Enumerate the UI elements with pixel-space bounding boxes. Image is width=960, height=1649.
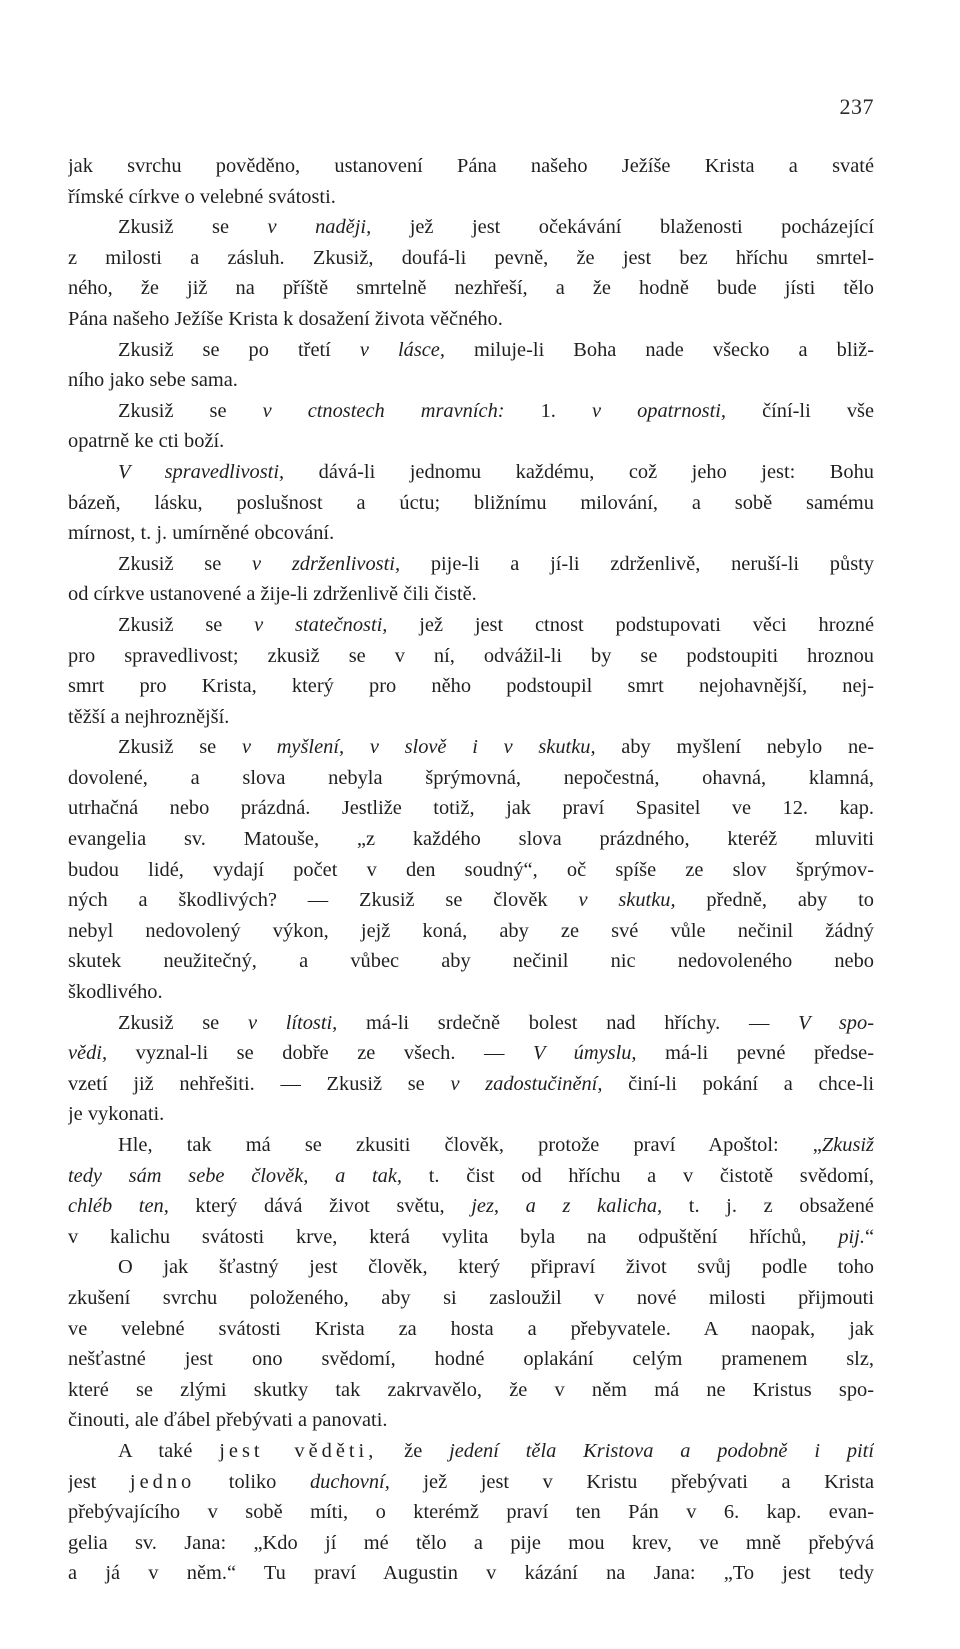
text-line bbox=[68, 335, 874, 366]
text-line bbox=[68, 182, 874, 213]
text-line bbox=[68, 824, 874, 855]
italic-text: chléb ten, bbox=[68, 1195, 169, 1218]
text-span: Zkusiž se bbox=[118, 613, 255, 636]
text-span: nebyl nedovolený výkon, jejž koná, aby ze své vůle nečinil žádný bbox=[68, 919, 874, 942]
text-span: těžší a nejhroznější. bbox=[68, 705, 230, 728]
text-span: pije-li a jí-li zdrženlivě, neruší-li půsty bbox=[400, 552, 874, 575]
text-span: činí-li pokání a chce-li bbox=[602, 1072, 874, 1095]
text-line bbox=[68, 365, 874, 396]
text-line bbox=[68, 1528, 874, 1559]
italic-text: tedy sám sebe člověk, a tak, bbox=[68, 1164, 403, 1187]
text-line bbox=[68, 732, 874, 763]
text-span: který dává život světu, bbox=[168, 1195, 472, 1218]
italic-text: V spravedlivosti, bbox=[118, 460, 285, 483]
italic-text: vědi, bbox=[68, 1042, 108, 1065]
text-span: které se zlými skutky tak zakrvavělo, že v něm má ne Kristus spo- bbox=[68, 1378, 874, 1401]
text-line bbox=[68, 1314, 874, 1345]
text-span: je vykonati. bbox=[68, 1103, 165, 1126]
text-line bbox=[68, 549, 874, 580]
text-span: z milosti a zásluh. Zkusiž, doufá-li pevně, že jest bez hříchu smrtel- bbox=[68, 246, 874, 269]
text-span: škodlivého. bbox=[68, 981, 163, 1004]
text-span: nešťastné jest ono svědomí, hodné oplakání celým pramenem slz, bbox=[68, 1348, 874, 1371]
body-text bbox=[68, 151, 874, 1589]
text-span: Zkusiž se bbox=[118, 736, 242, 759]
text-span: Zkusiž se bbox=[118, 399, 263, 422]
text-span: Pána našeho Ježíše Krista k dosažení života věčného. bbox=[68, 307, 503, 330]
italic-text: pij. bbox=[838, 1225, 865, 1248]
text-span: mírnost, t. j. umírněné obcování. bbox=[68, 522, 335, 545]
text-span: předně, aby to bbox=[675, 889, 874, 912]
italic-text: v skutku, bbox=[578, 889, 676, 912]
text-line bbox=[68, 212, 874, 243]
text-span: číní-li vše bbox=[726, 399, 874, 422]
text-span: A také bbox=[118, 1439, 220, 1462]
text-span: Zkusiž se bbox=[118, 1011, 248, 1034]
text-line bbox=[68, 518, 874, 549]
text-span: bázeň, lásku, poslušnost a úctu; bližnímu milování, a sobě samému bbox=[68, 491, 874, 514]
text-span: vyznal-li se dobře ze všech. — bbox=[107, 1042, 533, 1065]
text-span: přebývajícího v sobě míti, o kterémž praví ten Pán v 6. kap. evan- bbox=[68, 1501, 874, 1524]
text-line bbox=[68, 1069, 874, 1100]
text-line bbox=[68, 1467, 874, 1498]
italic-text: v myšlení, v slově i v skutku, bbox=[241, 736, 596, 759]
text-line bbox=[68, 1283, 874, 1314]
text-span: smrt pro Krista, který pro něho podstoupil smrt nejohavnější, nej- bbox=[68, 675, 874, 698]
text-span: ního jako sebe sama. bbox=[68, 369, 238, 392]
text-line bbox=[68, 671, 874, 702]
italic-text: Zkusiž bbox=[821, 1134, 874, 1156]
text-line bbox=[68, 1436, 874, 1467]
text-line bbox=[68, 1008, 874, 1039]
text-line bbox=[68, 1344, 874, 1375]
text-span: a já v něm.“ Tu praví Augustin v kázání na Jana: „To jest tedy bbox=[68, 1562, 874, 1585]
text-span: t. čist od hříchu a v čistotě svědomí, bbox=[402, 1164, 874, 1187]
text-span: ve velebné svátosti Krista za hosta a přebyvatele. A naopak, jak bbox=[68, 1317, 874, 1340]
text-line bbox=[68, 457, 874, 488]
text-span: má-li pevné předse- bbox=[636, 1042, 874, 1065]
text-span: toliko bbox=[195, 1470, 310, 1493]
text-line bbox=[68, 1558, 874, 1589]
italic-text: jedení těla Kristova a podobně i pití bbox=[449, 1439, 874, 1462]
text-line bbox=[68, 793, 874, 824]
text-line bbox=[68, 151, 874, 182]
text-span: utrhačná nebo prázdná. Jestliže totiž, jak praví Spasitel ve 12. kap. bbox=[68, 797, 874, 820]
text-span: O jak šťastný jest člověk, který připraví život svůj podle toho bbox=[118, 1256, 874, 1279]
italic-text: v opatrnosti, bbox=[591, 399, 727, 422]
text-line bbox=[68, 304, 874, 335]
text-span: římské církve o velebné svátosti. bbox=[68, 185, 336, 208]
italic-text: v zadostučinění, bbox=[450, 1072, 603, 1095]
italic-text: v zdrženlivosti, bbox=[252, 552, 401, 575]
text-line bbox=[68, 579, 874, 610]
italic-text: v ctnostech mravních: bbox=[262, 399, 505, 422]
text-span: jež jest očekávání blaženosti pocházející bbox=[371, 216, 874, 239]
text-line bbox=[68, 243, 874, 274]
text-span: “ bbox=[864, 1225, 874, 1248]
text-line bbox=[68, 1222, 874, 1253]
text-span: že bbox=[377, 1439, 450, 1462]
text-span: 1. bbox=[504, 399, 592, 422]
text-line bbox=[68, 977, 874, 1008]
text-span: jest bbox=[68, 1470, 130, 1493]
text-span: Zkusiž se bbox=[118, 552, 253, 575]
text-span: zkušení svrchu položeného, aby si zasloužil v nové milosti přijmouti bbox=[68, 1286, 874, 1309]
text-span: jež jest v Kristu přebývati a Krista bbox=[389, 1470, 874, 1493]
text-line bbox=[68, 763, 874, 794]
text-span: má-li srdečně bolest nad hříchy. — bbox=[337, 1011, 799, 1034]
text-span: evangelia sv. Matouše, „z každého slova prázdného, kteréž mluviti bbox=[68, 828, 874, 851]
italic-text: V úmyslu, bbox=[533, 1042, 637, 1065]
text-span: skutek neužitečný, a vůbec aby nečinil nic nedovoleného nebo bbox=[68, 950, 874, 973]
text-span: jež jest ctnost podstupovati věci hrozné bbox=[387, 613, 874, 636]
text-line bbox=[68, 1252, 874, 1283]
text-span: opatrně ke cti boží. bbox=[68, 430, 225, 453]
text-line bbox=[68, 273, 874, 304]
text-line bbox=[68, 426, 874, 457]
text-line bbox=[68, 1497, 874, 1528]
text-line bbox=[68, 855, 874, 886]
italic-text: v lítosti, bbox=[247, 1011, 338, 1034]
text-span: t. j. z obsažené bbox=[662, 1195, 874, 1218]
text-line bbox=[68, 916, 874, 947]
text-span: ných a škodlivých? — Zkusiž se člověk bbox=[68, 889, 579, 912]
text-line bbox=[68, 641, 874, 672]
italic-text: v lásce, bbox=[359, 338, 445, 361]
text-line bbox=[68, 396, 874, 427]
text-line bbox=[68, 1405, 874, 1436]
text-line bbox=[68, 1191, 874, 1222]
text-line bbox=[68, 1130, 874, 1161]
italic-text: V spo- bbox=[798, 1011, 874, 1034]
italic-text: jez, a z kalicha, bbox=[471, 1195, 663, 1218]
text-span: Zkusiž se bbox=[118, 216, 268, 239]
spaced-text: jedno bbox=[129, 1470, 196, 1493]
text-span: budou lidé, vydají počet v den soudný“, oč spíše ze slov šprýmov- bbox=[68, 858, 874, 881]
italic-text: duchovní, bbox=[309, 1470, 390, 1493]
text-span: ného, že již na příště smrtelně nezhřeší, a že hodně bude jísti tělo bbox=[68, 277, 874, 300]
text-line bbox=[68, 1161, 874, 1192]
text-span: Hle, tak má se zkusiti člověk, protože praví Apoštol: „ bbox=[118, 1134, 822, 1156]
text-span: Zkusiž se po třetí bbox=[118, 338, 360, 361]
text-span: jak svrchu pověděno, ustanovení Pána našeho Ježíše Krista a svaté bbox=[68, 155, 874, 177]
text-span: aby myšlení nebylo ne- bbox=[595, 736, 874, 759]
text-span: pro spravedlivost; zkusiž se v ní, odvážil-li by se podstoupiti hroznou bbox=[68, 644, 874, 667]
italic-text: v statečnosti, bbox=[254, 613, 388, 636]
text-line bbox=[68, 1099, 874, 1130]
text-line bbox=[68, 610, 874, 641]
text-span: gelia sv. Jana: „Kdo jí mé tělo a pije mou krev, ve mně přebývá bbox=[68, 1531, 874, 1554]
spaced-text: jest věděti, bbox=[219, 1439, 378, 1462]
text-line bbox=[68, 946, 874, 977]
text-span: činouti, ale ďábel přebývati a panovati. bbox=[68, 1409, 388, 1432]
text-line bbox=[68, 702, 874, 733]
text-span: miluje-li Boha nade všecko a bliž- bbox=[444, 338, 874, 361]
text-line bbox=[68, 488, 874, 519]
text-span: od církve ustanovené a žije-li zdrženlivě čili čistě. bbox=[68, 583, 477, 606]
text-span: v kalichu svátosti krve, která vylita byla na odpuštění hříchů, bbox=[68, 1225, 839, 1248]
text-span: dovolené, a slova nebyla šprýmovná, nepočestná, ohavná, klamná, bbox=[68, 766, 874, 789]
page-number: 237 bbox=[839, 94, 874, 119]
text-line bbox=[68, 885, 874, 916]
italic-text: v naději, bbox=[267, 216, 372, 239]
text-span: vzetí již nehřešiti. — Zkusiž se bbox=[68, 1072, 451, 1095]
text-line bbox=[68, 1038, 874, 1069]
text-line bbox=[68, 1375, 874, 1406]
text-span: dává-li jednomu každému, což jeho jest: Bohu bbox=[284, 460, 874, 483]
